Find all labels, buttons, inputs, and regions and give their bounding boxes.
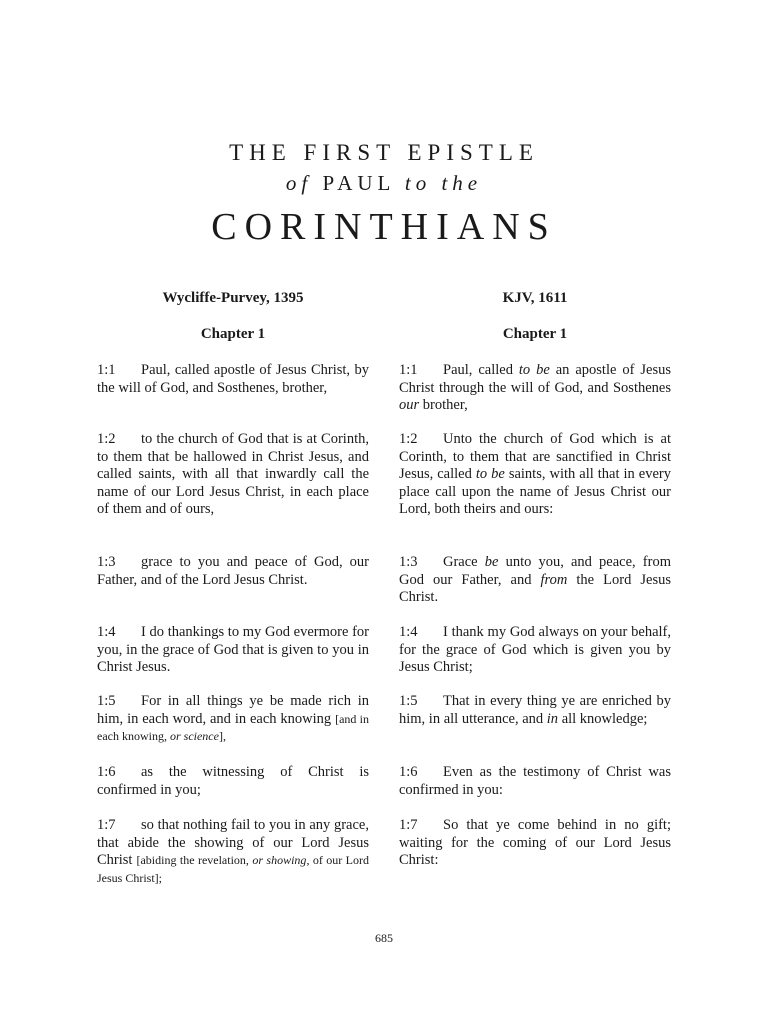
verse-number: 1:6: [97, 764, 116, 780]
verse-1-4: [399, 624, 671, 677]
verse-text: ],: [218, 729, 226, 744]
verse-text: the Lord Jesus Christ.: [399, 571, 672, 606]
verse-number: 1:4: [97, 624, 116, 640]
title-word-of: of: [285, 171, 313, 195]
column-kjv: [399, 288, 672, 869]
verse-number: 1:5: [399, 693, 418, 709]
verse-1-4: [97, 624, 369, 677]
verse-1-3: [399, 554, 671, 607]
verse-1-3: [97, 554, 369, 589]
title-block: [0, 138, 768, 252]
verse-number: 1:7: [399, 817, 418, 833]
verse-1-1: [97, 362, 369, 397]
verse-text: Unto the church of God which is at Corinth, to them that are sanctified in Christ Jesus, called: [399, 431, 671, 483]
verse-1-2: [97, 431, 369, 519]
verse-text: Grace: [443, 554, 485, 570]
chapter-heading: Chapter 1: [502, 326, 568, 342]
verse-text: from: [540, 571, 568, 588]
verse-text: So that ye come behind in no gift; waiting for the coming of our Lord Jesus Christ:: [399, 817, 671, 869]
verse-text: unto you, and peace, from God our Father, and: [399, 554, 671, 588]
verse-text: saints, with all that in every place call upon the name of Jesus Christ our Lord, both theirs and ours:: [399, 466, 671, 518]
column-wycliffe: [97, 288, 369, 885]
verse-number: 1:6: [399, 764, 418, 780]
verse-number: 1:1: [399, 362, 418, 378]
verse-text: to be: [518, 362, 550, 378]
title-word-paul: PAUL: [322, 171, 395, 195]
chapter-heading: Chapter 1: [200, 326, 266, 342]
verse-text: brother,: [419, 397, 468, 414]
verse-text: an apostle of Jesus Christ through the will of God, and Sosthenes: [399, 362, 671, 396]
column-heading: Wycliffe-Purvey, 1395: [162, 290, 304, 306]
title-line-of-paul: [0, 168, 768, 198]
verse-1-6: [97, 764, 369, 799]
verse-1-6: [399, 764, 671, 799]
verse-1-7: [399, 817, 671, 870]
verse-1-7: [97, 817, 369, 887]
verse-text: , of our Lord Jesus Christ];: [97, 853, 369, 885]
verse-text: as the witnessing of Christ is confirmed in you;: [97, 764, 369, 798]
verse-text: or science: [169, 729, 219, 744]
verse-number: 1:2: [97, 431, 116, 447]
verse-text: Even as the testimony of Christ was confirmed in you:: [399, 764, 671, 798]
verse-1-2: [399, 431, 671, 519]
verse-number: 1:5: [97, 693, 116, 709]
page-number: 685: [375, 931, 393, 945]
verse-text: [abiding the revelation,: [136, 853, 253, 868]
title-line-corinthians: CORINTHIANS: [211, 206, 557, 248]
column-heading: KJV, 1611: [502, 290, 568, 306]
verse-number: 1:3: [97, 554, 116, 570]
verse-text: I thank my God always on your behalf, for the grace of God which is given you by Jesus Christ;: [399, 624, 671, 676]
verse-text: I do thankings to my God evermore for you, in the grace of God that is given to you in Christ Jesus.: [97, 624, 369, 676]
title-word-to-the: to the: [404, 171, 483, 195]
title-line-first-epistle: THE FIRST EPISTLE: [229, 140, 539, 165]
verse-1-5: [399, 693, 671, 728]
verse-1-1: [399, 362, 671, 415]
verse-text: That in every thing ye are enriched by him, in all utterance, and: [399, 693, 671, 727]
verse-number: 1:4: [399, 624, 418, 640]
verse-text: our: [399, 397, 420, 414]
verse-number: 1:3: [399, 554, 418, 570]
verse-text: in: [546, 710, 559, 727]
verse-text: to be: [475, 466, 505, 483]
verse-number: 1:2: [399, 431, 418, 447]
verse-text: all knowledge;: [558, 710, 648, 727]
verse-text: Paul, called: [443, 362, 519, 378]
verse-number: 1:1: [97, 362, 116, 378]
verse-text: or showing: [252, 853, 307, 868]
verse-text: Paul, called apostle of Jesus Christ, by the will of God, and Sosthenes, brother,: [97, 362, 369, 396]
verse-text: [and in each knowing,: [97, 711, 369, 744]
verse-text: For in all things ye be made rich in him, in each word, and in each knowing: [97, 693, 369, 727]
verse-text: so that nothing fail to you in any grace, that abide the showing of our Lord Jesus Christ: [97, 817, 369, 869]
verse-text: be: [484, 554, 499, 570]
verse-text: to the church of God that is at Corinth, to them that be hallowed in Christ Jesus, and called saints, with all that inwardly call the name of our Lord Jesus Christ, in each place of them and of ours,: [97, 431, 369, 518]
verse-number: 1:7: [97, 817, 116, 833]
verse-text: grace to you and peace of God, our Father, and of the Lord Jesus Christ.: [97, 554, 369, 588]
verse-1-5: [97, 693, 369, 746]
